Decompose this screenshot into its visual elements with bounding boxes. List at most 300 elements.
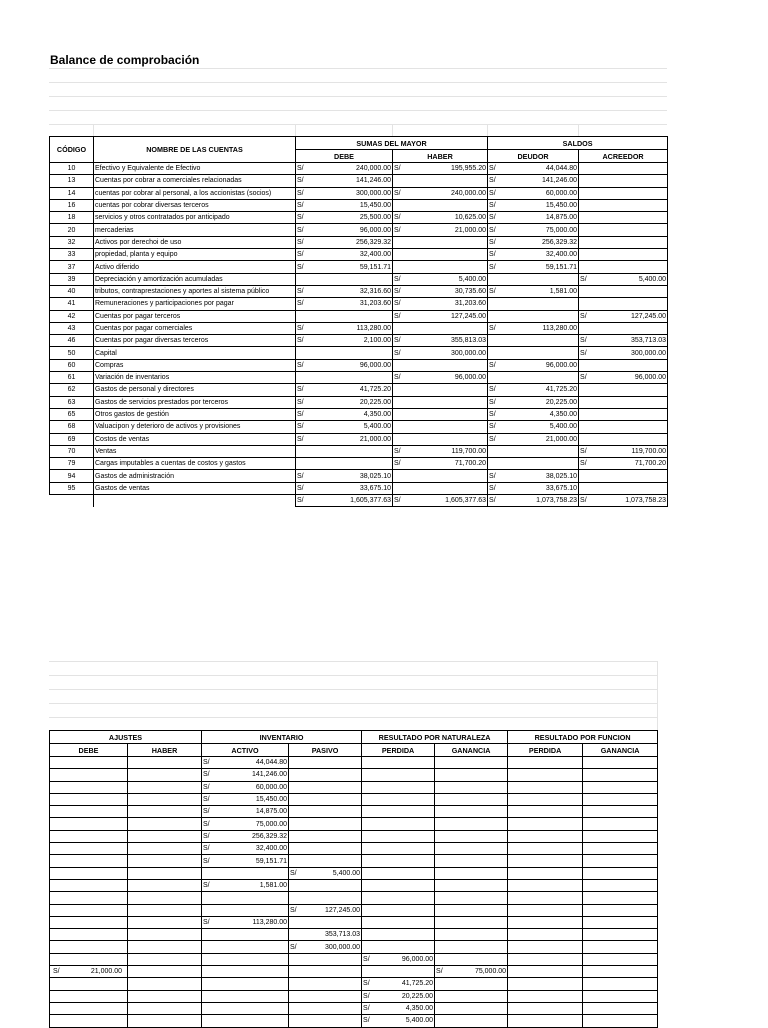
amount-acreedor: [592, 396, 668, 408]
funcion-ganancia-cell: [583, 830, 658, 842]
amount-ganancia: [448, 769, 508, 781]
currency-symbol: S/: [488, 285, 501, 297]
account-code: 32: [50, 236, 94, 248]
account-name: Capital: [94, 347, 296, 359]
currency-symbol: [579, 163, 592, 175]
table-row: [50, 347, 668, 359]
amount-debe: 15,450.00: [309, 199, 393, 211]
currency-symbol: [393, 433, 406, 445]
currency-symbol: S/: [202, 843, 215, 855]
amount-deudor: [501, 298, 579, 310]
account-name: Cuentas por pagar comerciales: [94, 322, 296, 334]
amount-acreedor: [592, 163, 668, 175]
funcion-perdida-cell: [508, 818, 583, 830]
currency-symbol: [202, 1015, 215, 1027]
currency-symbol: [202, 966, 215, 978]
currency-symbol: S/: [393, 335, 406, 347]
amount-haber: [406, 199, 488, 211]
amount-pasivo: [302, 843, 362, 855]
funcion-ganancia-cell: [583, 892, 658, 904]
amount-deudor: 32,400.00: [501, 249, 579, 261]
currency-symbol: S/: [202, 830, 215, 842]
amount-debe: [309, 458, 393, 470]
ajustes-haber-cell: [128, 855, 202, 867]
currency-symbol: S/: [296, 163, 309, 175]
funcion-ganancia-cell: [583, 781, 658, 793]
currency-symbol: S/: [202, 879, 215, 891]
currency-symbol: S/: [393, 495, 406, 507]
currency-symbol: [289, 892, 302, 904]
currency-symbol: [488, 310, 501, 322]
amount-activo: 15,450.00: [215, 793, 289, 805]
ajustes-debe-cell: [50, 781, 128, 793]
amount-acreedor: [592, 322, 668, 334]
amount-activo: [215, 1002, 289, 1014]
currency-symbol: [435, 1002, 448, 1014]
header-saldos: SALDOS: [488, 137, 668, 150]
currency-symbol: S/: [488, 495, 501, 507]
currency-symbol: S/: [296, 199, 309, 211]
currency-symbol: [393, 236, 406, 248]
amount-debe: 96,000.00: [309, 224, 393, 236]
account-code: 41: [50, 298, 94, 310]
amount-pasivo: [302, 818, 362, 830]
amount-activo: [215, 892, 289, 904]
account-name: Gastos de ventas: [94, 482, 296, 494]
table-row: [50, 187, 668, 199]
currency-symbol: S/: [579, 495, 592, 507]
currency-symbol: S/: [202, 781, 215, 793]
currency-symbol: [435, 916, 448, 928]
amount-perdida: [375, 879, 435, 891]
currency-symbol: S/: [362, 990, 375, 1002]
currency-symbol: S/: [296, 359, 309, 371]
funcion-perdida-cell: [508, 793, 583, 805]
currency-symbol: S/: [579, 372, 592, 384]
currency-symbol: S/: [296, 433, 309, 445]
currency-symbol: [435, 941, 448, 953]
table-row: [50, 781, 658, 793]
currency-symbol: S/: [488, 408, 501, 420]
amount-perdida: 96,000.00: [375, 953, 435, 965]
amount-acreedor: [592, 433, 668, 445]
ajustes-debe-cell: [50, 916, 128, 928]
currency-symbol: [488, 273, 501, 285]
currency-symbol: S/: [296, 249, 309, 261]
currency-symbol: S/: [488, 199, 501, 211]
amount-acreedor: [592, 298, 668, 310]
currency-symbol: S/: [296, 335, 309, 347]
currency-symbol: [202, 892, 215, 904]
amount-haber: 96,000.00: [406, 372, 488, 384]
account-code: 63: [50, 396, 94, 408]
amount-ganancia: [448, 806, 508, 818]
ajustes-debe-cell: [50, 941, 128, 953]
ajustes-debe-cell: [50, 843, 128, 855]
currency-symbol: S/: [289, 941, 302, 953]
currency-symbol: [435, 929, 448, 941]
amount-pasivo: [302, 757, 362, 769]
account-code: 10: [50, 163, 94, 175]
account-code: 18: [50, 212, 94, 224]
funcion-perdida-cell: [508, 1015, 583, 1027]
amount-perdida: [375, 867, 435, 879]
header-ganancia: GANANCIA: [435, 744, 508, 757]
amount-debe: 32,400.00: [309, 249, 393, 261]
currency-symbol: S/: [435, 966, 448, 978]
currency-symbol: S/: [296, 322, 309, 334]
ajustes-debe-cell: [50, 990, 128, 1002]
amount-pasivo: [302, 990, 362, 1002]
currency-symbol: [435, 781, 448, 793]
amount-perdida: [375, 793, 435, 805]
amount-activo: [215, 1015, 289, 1027]
amount-debe: 41,725.20: [309, 384, 393, 396]
account-code: 68: [50, 421, 94, 433]
currency-symbol: [579, 384, 592, 396]
funcion-ganancia-cell: [583, 843, 658, 855]
amount-activo: 44,044.80: [215, 757, 289, 769]
ajustes-haber-cell: [128, 990, 202, 1002]
currency-symbol: [202, 1002, 215, 1014]
currency-symbol: S/: [296, 495, 309, 507]
amount-pasivo: [302, 1015, 362, 1027]
ajustes-debe-cell: [50, 929, 128, 941]
currency-symbol: [393, 470, 406, 482]
ajustes-debe-cell: [50, 757, 128, 769]
amount-haber: [406, 384, 488, 396]
account-code: 94: [50, 470, 94, 482]
account-name: Efectivo y Equivalente de Efectivo: [94, 163, 296, 175]
funcion-ganancia-cell: [583, 978, 658, 990]
currency-symbol: S/: [488, 261, 501, 273]
funcion-perdida-cell: [508, 929, 583, 941]
amount-perdida: [375, 916, 435, 928]
account-name: Variación de inventarios: [94, 372, 296, 384]
currency-symbol: [435, 867, 448, 879]
amount-activo: 32,400.00: [215, 843, 289, 855]
currency-symbol: [488, 298, 501, 310]
currency-symbol: S/: [296, 261, 309, 273]
funcion-ganancia-cell: [583, 953, 658, 965]
amount-haber: [406, 433, 488, 445]
amount-debe: 4,350.00: [309, 408, 393, 420]
table-row: [50, 236, 668, 248]
currency-symbol: S/: [202, 806, 215, 818]
currency-symbol: [289, 1015, 302, 1027]
currency-symbol: S/: [296, 421, 309, 433]
currency-symbol: S/: [393, 347, 406, 359]
account-code: 42: [50, 310, 94, 322]
ajustes-haber-cell: [128, 879, 202, 891]
currency-symbol: S/: [488, 236, 501, 248]
currency-symbol: [362, 843, 375, 855]
currency-symbol: S/: [488, 163, 501, 175]
funcion-perdida-cell: [508, 904, 583, 916]
totals-row: [50, 495, 668, 507]
header-perdida: PERDIDA: [508, 744, 583, 757]
funcion-ganancia-cell: [583, 867, 658, 879]
funcion-perdida-cell: [508, 966, 583, 978]
account-code: 37: [50, 261, 94, 273]
table-row: [50, 966, 658, 978]
funcion-ganancia-cell: [583, 1002, 658, 1014]
currency-symbol: S/: [393, 163, 406, 175]
ajustes-debe-cell: [50, 904, 128, 916]
amount-deudor: 141,246.00: [501, 175, 579, 187]
currency-symbol: [289, 879, 302, 891]
amount-deudor: [501, 273, 579, 285]
table-row: [50, 458, 668, 470]
currency-symbol: [289, 830, 302, 842]
currency-symbol: [435, 793, 448, 805]
amount-acreedor: 119,700.00: [592, 445, 668, 457]
amount-haber: 21,000.00: [406, 224, 488, 236]
amount-pasivo: 300,000.00: [302, 941, 362, 953]
ajustes-debe-amount: 21,000.00: [90, 968, 122, 976]
amount-haber: [406, 175, 488, 187]
currency-symbol: [579, 236, 592, 248]
amount-deudor: 96,000.00: [501, 359, 579, 371]
amount-acreedor: [592, 249, 668, 261]
currency-symbol: [579, 408, 592, 420]
ajustes-debe-cell: [50, 1002, 128, 1014]
amount-haber: [406, 236, 488, 248]
amount-deudor: [501, 458, 579, 470]
currency-symbol: [289, 990, 302, 1002]
currency-symbol: [362, 793, 375, 805]
funcion-perdida-cell: [508, 867, 583, 879]
amount-deudor: 60,000.00: [501, 187, 579, 199]
funcion-ganancia-cell: [583, 904, 658, 916]
account-name: Cargas imputables a cuentas de costos y gastos: [94, 458, 296, 470]
currency-symbol: [362, 941, 375, 953]
table-row: [50, 990, 658, 1002]
ajustes-debe-cell: [50, 978, 128, 990]
currency-symbol: [579, 199, 592, 211]
account-name: Cuentas por pagar terceros: [94, 310, 296, 322]
amount-ganancia: [448, 953, 508, 965]
amount-haber: 127,245.00: [406, 310, 488, 322]
table-row: [50, 175, 668, 187]
account-code: 46: [50, 335, 94, 347]
amount-perdida: [375, 855, 435, 867]
ajustes-haber-cell: [128, 904, 202, 916]
table-row: [50, 843, 658, 855]
currency-symbol: S/: [393, 310, 406, 322]
header-deudor: DEUDOR: [488, 150, 579, 163]
ajustes-debe-cell: [50, 769, 128, 781]
currency-symbol: [579, 175, 592, 187]
table-row: [50, 421, 668, 433]
currency-symbol: S/: [296, 396, 309, 408]
currency-symbol: S/: [579, 273, 592, 285]
currency-symbol: S/: [393, 212, 406, 224]
table-row: [50, 757, 658, 769]
funcion-perdida-cell: [508, 941, 583, 953]
currency-symbol: [579, 482, 592, 494]
header-inventario: INVENTARIO: [202, 731, 362, 744]
header-perdida: PERDIDA: [362, 744, 435, 757]
currency-symbol: [296, 445, 309, 457]
ajustes-debe-cell: [50, 806, 128, 818]
amount-ganancia: [448, 793, 508, 805]
amount-deudor: 41,725.20: [501, 384, 579, 396]
account-code: 13: [50, 175, 94, 187]
currency-symbol: S/: [393, 273, 406, 285]
amount-deudor: [501, 335, 579, 347]
table-row: [50, 855, 658, 867]
currency-symbol: [393, 359, 406, 371]
amount-debe: 20,225.00: [309, 396, 393, 408]
amount-activo: 60,000.00: [215, 781, 289, 793]
funcion-ganancia-cell: [583, 941, 658, 953]
amount-debe: [309, 445, 393, 457]
table-row: [50, 310, 668, 322]
amount-deudor: [501, 372, 579, 384]
currency-symbol: [435, 953, 448, 965]
amount-pasivo: [302, 806, 362, 818]
ajustes-debe-cell: [50, 830, 128, 842]
ajustes-debe-cell: [50, 855, 128, 867]
funcion-ganancia-cell: [583, 757, 658, 769]
amount-pasivo: [302, 953, 362, 965]
amount-ganancia: [448, 941, 508, 953]
ajustes-haber-cell: [128, 769, 202, 781]
amount-haber: 355,813.03: [406, 335, 488, 347]
amount-activo: [215, 941, 289, 953]
currency-symbol: [435, 818, 448, 830]
currency-symbol: [362, 867, 375, 879]
currency-symbol: S/: [393, 187, 406, 199]
amount-haber: 119,700.00: [406, 445, 488, 457]
table-row: [50, 929, 658, 941]
funcion-perdida-cell: [508, 855, 583, 867]
currency-symbol: [202, 929, 215, 941]
currency-symbol: [289, 953, 302, 965]
account-name: tributos, contraprestaciones y aportes al sistema público: [94, 285, 296, 297]
amount-acreedor: [592, 187, 668, 199]
currency-symbol: [393, 384, 406, 396]
account-name: Remuneraciones y participaciones por pagar: [94, 298, 296, 310]
currency-symbol: [579, 298, 592, 310]
amount-perdida: [375, 818, 435, 830]
header-haber: HABER: [128, 744, 202, 757]
currency-symbol: [362, 916, 375, 928]
header-resultado-funcion: RESULTADO POR FUNCION: [508, 731, 658, 744]
amount-ganancia: [448, 781, 508, 793]
ajustes-haber-cell: [128, 892, 202, 904]
amount-perdida: [375, 929, 435, 941]
amount-debe: 31,203.60: [309, 298, 393, 310]
amount-pasivo: [302, 769, 362, 781]
amount-acreedor: [592, 408, 668, 420]
currency-symbol: [362, 769, 375, 781]
amount-pasivo: [302, 830, 362, 842]
ajustes-haber-cell: [128, 757, 202, 769]
currency-symbol: [296, 273, 309, 285]
account-code: 60: [50, 359, 94, 371]
funcion-ganancia-cell: [583, 990, 658, 1002]
amount-ganancia: [448, 978, 508, 990]
currency-symbol: [393, 175, 406, 187]
amount-perdida: [375, 904, 435, 916]
account-name: Activos por derechoi de uso: [94, 236, 296, 248]
currency-symbol: [435, 892, 448, 904]
currency-symbol: S/: [202, 793, 215, 805]
amount-activo: [215, 978, 289, 990]
header-acreedor: ACREEDOR: [579, 150, 668, 163]
amount-acreedor: 71,700.20: [592, 458, 668, 470]
amount-haber: [406, 359, 488, 371]
currency-symbol: [435, 855, 448, 867]
amount-ganancia: [448, 1015, 508, 1027]
ajustes-haber-cell: [128, 830, 202, 842]
amount-deudor: 59,151.71: [501, 261, 579, 273]
header-sumas-del-mayor: SUMAS DEL MAYOR: [296, 137, 488, 150]
amount-debe: 33,675.10: [309, 482, 393, 494]
table-row: [50, 867, 658, 879]
currency-symbol: [579, 421, 592, 433]
amount-perdida: 41,725.20: [375, 978, 435, 990]
amount-perdida: 20,225.00: [375, 990, 435, 1002]
currency-symbol: [202, 904, 215, 916]
table-row: [50, 273, 668, 285]
amount-ganancia: [448, 892, 508, 904]
ajustes-debe-cell: [50, 793, 128, 805]
currency-symbol: S/: [362, 953, 375, 965]
account-code: 70: [50, 445, 94, 457]
account-name: Gastos de personal y directores: [94, 384, 296, 396]
table-row: [50, 953, 658, 965]
account-name: Valuacipon y deterioro de activos y provisiones: [94, 421, 296, 433]
amount-activo: [215, 990, 289, 1002]
amount-debe: 5,400.00: [309, 421, 393, 433]
currency-symbol: S/: [393, 458, 406, 470]
header-haber: HABER: [393, 150, 488, 163]
funcion-perdida-cell: [508, 830, 583, 842]
currency-symbol: [362, 818, 375, 830]
currency-symbol: [488, 372, 501, 384]
funcion-perdida-cell: [508, 843, 583, 855]
amount-perdida: 5,400.00: [375, 1015, 435, 1027]
amount-pasivo: [302, 966, 362, 978]
currency-symbol: [289, 781, 302, 793]
amount-haber: 31,203.60: [406, 298, 488, 310]
amount-ganancia: [448, 843, 508, 855]
currency-symbol: [362, 781, 375, 793]
amount-acreedor: 353,713.03: [592, 335, 668, 347]
header-ajustes: AJUSTES: [50, 731, 202, 744]
amount-debe: 96,000.00: [309, 359, 393, 371]
currency-symbol: S/: [488, 470, 501, 482]
table-row: [50, 470, 668, 482]
amount-ganancia: [448, 855, 508, 867]
amount-activo: [215, 966, 289, 978]
amount-ganancia: [448, 904, 508, 916]
currency-symbol: S/: [296, 408, 309, 420]
amount-pasivo: [302, 892, 362, 904]
currency-symbol: S/: [296, 470, 309, 482]
account-name: Compras: [94, 359, 296, 371]
table-row: [50, 978, 658, 990]
ajustes-haber-cell: [128, 941, 202, 953]
currency-symbol: S/: [488, 421, 501, 433]
table-row: [50, 916, 658, 928]
ajustes-debe-cell: [50, 867, 128, 879]
currency-symbol: [393, 249, 406, 261]
amount-activo: 59,151.71: [215, 855, 289, 867]
